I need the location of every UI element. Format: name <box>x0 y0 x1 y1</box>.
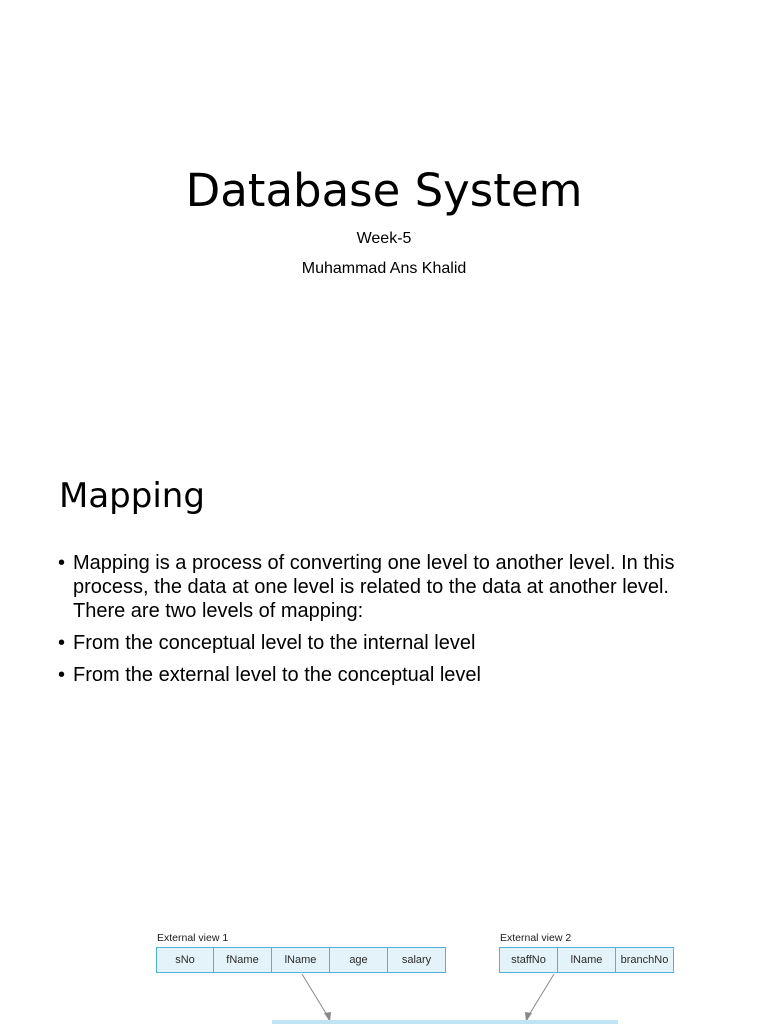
mapping-heading: Mapping <box>59 476 205 516</box>
field-cell: staffNo <box>500 948 558 972</box>
field-cell: branchNo <box>620 954 669 966</box>
external-view-1-label: External view 1 <box>157 932 229 944</box>
bullet-dot-icon: • <box>58 664 66 686</box>
field-cell: sNo <box>157 948 214 972</box>
slide-title: Database System <box>185 164 583 217</box>
bullet-text: From the external level to the conceptual level <box>73 664 481 686</box>
bullet-dot-icon: • <box>58 552 66 574</box>
external-view-2-label: External view 2 <box>500 932 572 944</box>
week-label: Week-5 <box>356 230 412 247</box>
bullet-text: From the conceptual level to the internal level <box>73 632 476 654</box>
field-cell: age <box>330 948 388 972</box>
author-name: Muhammad Ans Khalid <box>301 260 467 277</box>
field-cell: lName <box>272 948 330 972</box>
field-cell: lName <box>558 948 616 972</box>
conceptual-schema-edge <box>272 1020 618 1024</box>
bullet-text: Mapping is a process of converting one level to another level. In this process, the data at one level is related to the data at another level. There are two levels of mapping: <box>73 552 675 622</box>
field-cell: salary <box>401 954 432 966</box>
bullet-dot-icon: • <box>58 632 66 654</box>
field-cell: fName <box>214 948 272 972</box>
